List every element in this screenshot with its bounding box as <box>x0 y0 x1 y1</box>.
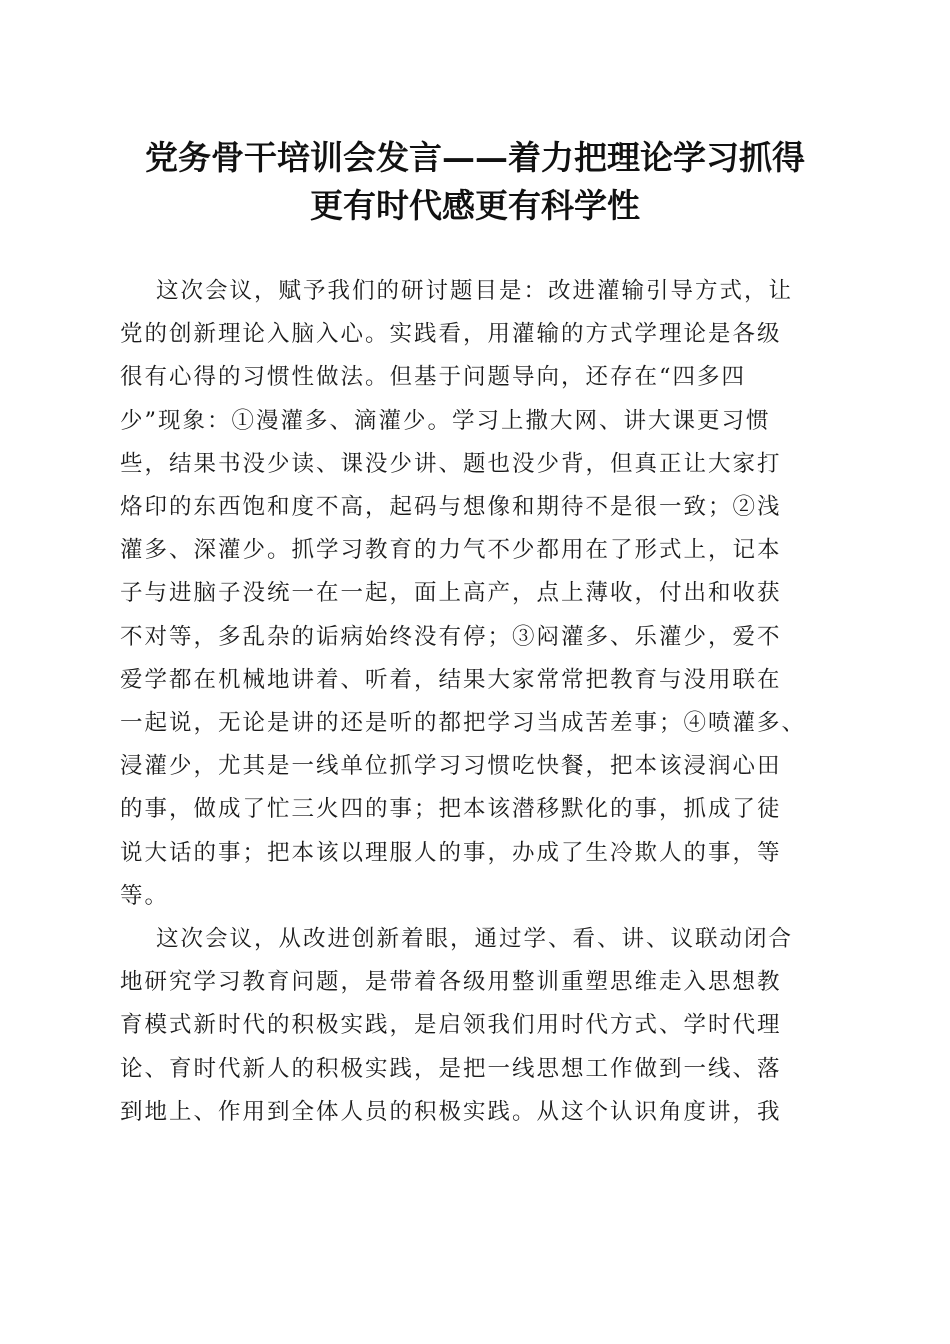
text-line: 育模式新时代的积极实践，是启领我们用时代方式、学时代理 <box>120 1012 782 1039</box>
text-line: 很有心得的习惯性做法。但基于问题导向，还存在“四多四 <box>120 364 747 391</box>
paragraph-2 <box>120 918 840 1134</box>
text-line: 浸灌少，尤其是一线单位抓学习习惯吃快餐，把本该浸润心田 <box>120 753 782 780</box>
text-line: 党的创新理论入脑入心。实践看，用灌输的方式学理论是各级 <box>120 321 782 348</box>
text-line: 到地上、作用到全体人员的积极实践。从这个认识角度讲，我 <box>120 1098 782 1125</box>
text-line: 一起说，无论是讲的还是听的都把学习当成苦差事；④喷灌多、 <box>120 710 807 737</box>
paragraph-1 <box>120 270 840 918</box>
text-line: 爱学都在机械地讲着、听着，结果大家常常把教育与没用联在 <box>120 666 782 693</box>
text-line: 论、育时代新人的积极实践，是把一线思想工作做到一线、落 <box>120 1055 782 1082</box>
text-line: 烙印的东西饱和度不高，起码与想像和期待不是很一致；②浅 <box>120 494 782 521</box>
text-line: 说大话的事；把本该以理服人的事，办成了生冷欺人的事，等 <box>120 839 782 866</box>
title-line-1: 党务骨干培训会发言——着力把理论学习抓得 <box>145 138 805 177</box>
text-line: 少”现象：①漫灌多、滴灌少。学习上撒大网、讲大课更习惯 <box>120 407 771 434</box>
text-line: 等。 <box>120 882 170 909</box>
text-line: 子与进脑子没统一在一起，面上高产，点上薄收，付出和收获 <box>120 580 782 607</box>
document-body <box>120 270 840 1134</box>
document-title <box>100 134 850 230</box>
text-line: 地研究学习教育问题，是带着各级用整训重塑思维走入思想教 <box>120 969 782 996</box>
text-line: 灌多、深灌少。抓学习教育的力气不少都用在了形式上，记本 <box>120 537 782 564</box>
text-line: 这次会议，从改进创新着眼，通过学、看、讲、议联动闭合 <box>156 926 794 953</box>
text-line: 的事，做成了忙三火四的事；把本该潜移默化的事，抓成了徒 <box>120 796 782 823</box>
title-line-2: 更有时代感更有科学性 <box>310 186 640 225</box>
text-line: 些，结果书没少读、课没少讲、题也没少背，但真正让大家打 <box>120 450 782 477</box>
text-line: 不对等，多乱杂的诟病始终没有停；③闷灌多、乐灌少，爱不 <box>120 623 782 650</box>
text-line: 这次会议，赋予我们的研讨题目是：改进灌输引导方式，让 <box>156 278 794 304</box>
